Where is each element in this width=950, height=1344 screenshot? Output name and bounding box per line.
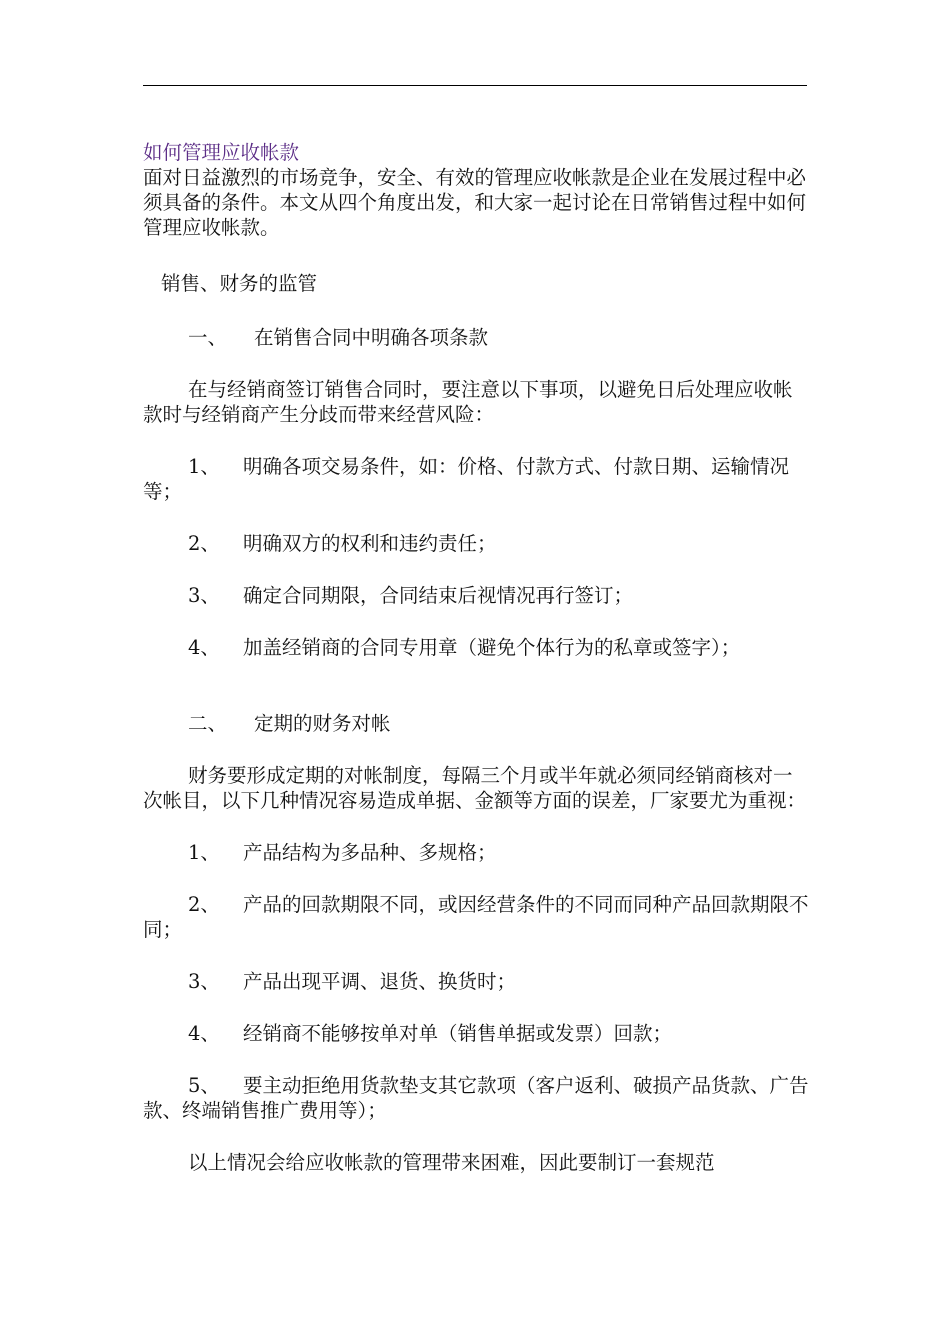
list-item: 4、 经销商不能够按单对单（销售单据或发票）回款；	[188, 1022, 673, 1045]
list-item: 3、 确定合同期限，合同结束后视情况再行签订；	[188, 584, 634, 607]
list-item: 5、 要主动拒绝用货款垫支其它款项（客户返利、破损产品货款、广告款、终端销售推广费用等）；	[143, 1074, 809, 1122]
header-rule	[143, 85, 807, 86]
list-item: 2、 明确双方的权利和违约责任；	[188, 532, 497, 555]
part1-number: 一、	[188, 326, 228, 349]
list-item: 1、 明确各项交易条件，如：价格、付款方式、付款日期、运输情况等；	[143, 455, 790, 503]
list-item: 2、 产品的回款期限不同，或因经营条件的不同而同种产品回款期限不同；	[143, 893, 809, 941]
list-item: 4、 加盖经销商的合同专用章（避免个体行为的私章或签字）；	[188, 636, 741, 659]
closing-paragraph: 以上情况会给应收帐款的管理带来困难，因此要制订一套规范	[188, 1151, 715, 1174]
part2-heading	[143, 711, 811, 736]
spacer	[143, 660, 811, 682]
section-heading: 销售、财务的监管	[161, 272, 318, 295]
part2-heading-text: 定期的财务对帐	[254, 712, 391, 735]
document-title: 如何管理应收帐款	[143, 141, 300, 164]
intro-paragraph: 面对日益激烈的市场竞争，安全、有效的管理应收帐款是企业在发展过程中必须具备的条件。本文从四个角度出发，和大家一起讨论在日常销售过程中如何管理应收帐款。	[143, 166, 807, 239]
part1-heading	[143, 325, 811, 350]
part1-heading-text: 在销售合同中明确各项条款	[254, 326, 489, 349]
part2-paragraph: 财务要形成定期的对帐制度，每隔三个月或半年就必须同经销商核对一次帐目，以下几种情况容易造成单据、金额等方面的误差，厂家要尤为重视：	[143, 764, 807, 812]
document-body	[143, 140, 811, 1175]
part2-number: 二、	[188, 712, 228, 735]
list-item: 3、 产品出现平调、退货、换货时；	[188, 970, 517, 993]
list-item: 1、 产品结构为多品种、多规格；	[188, 841, 497, 864]
part1-paragraph: 在与经销商签订销售合同时，要注意以下事项，以避免日后处理应收帐款时与经销商产生分歧而带来经营风险：	[143, 378, 793, 426]
